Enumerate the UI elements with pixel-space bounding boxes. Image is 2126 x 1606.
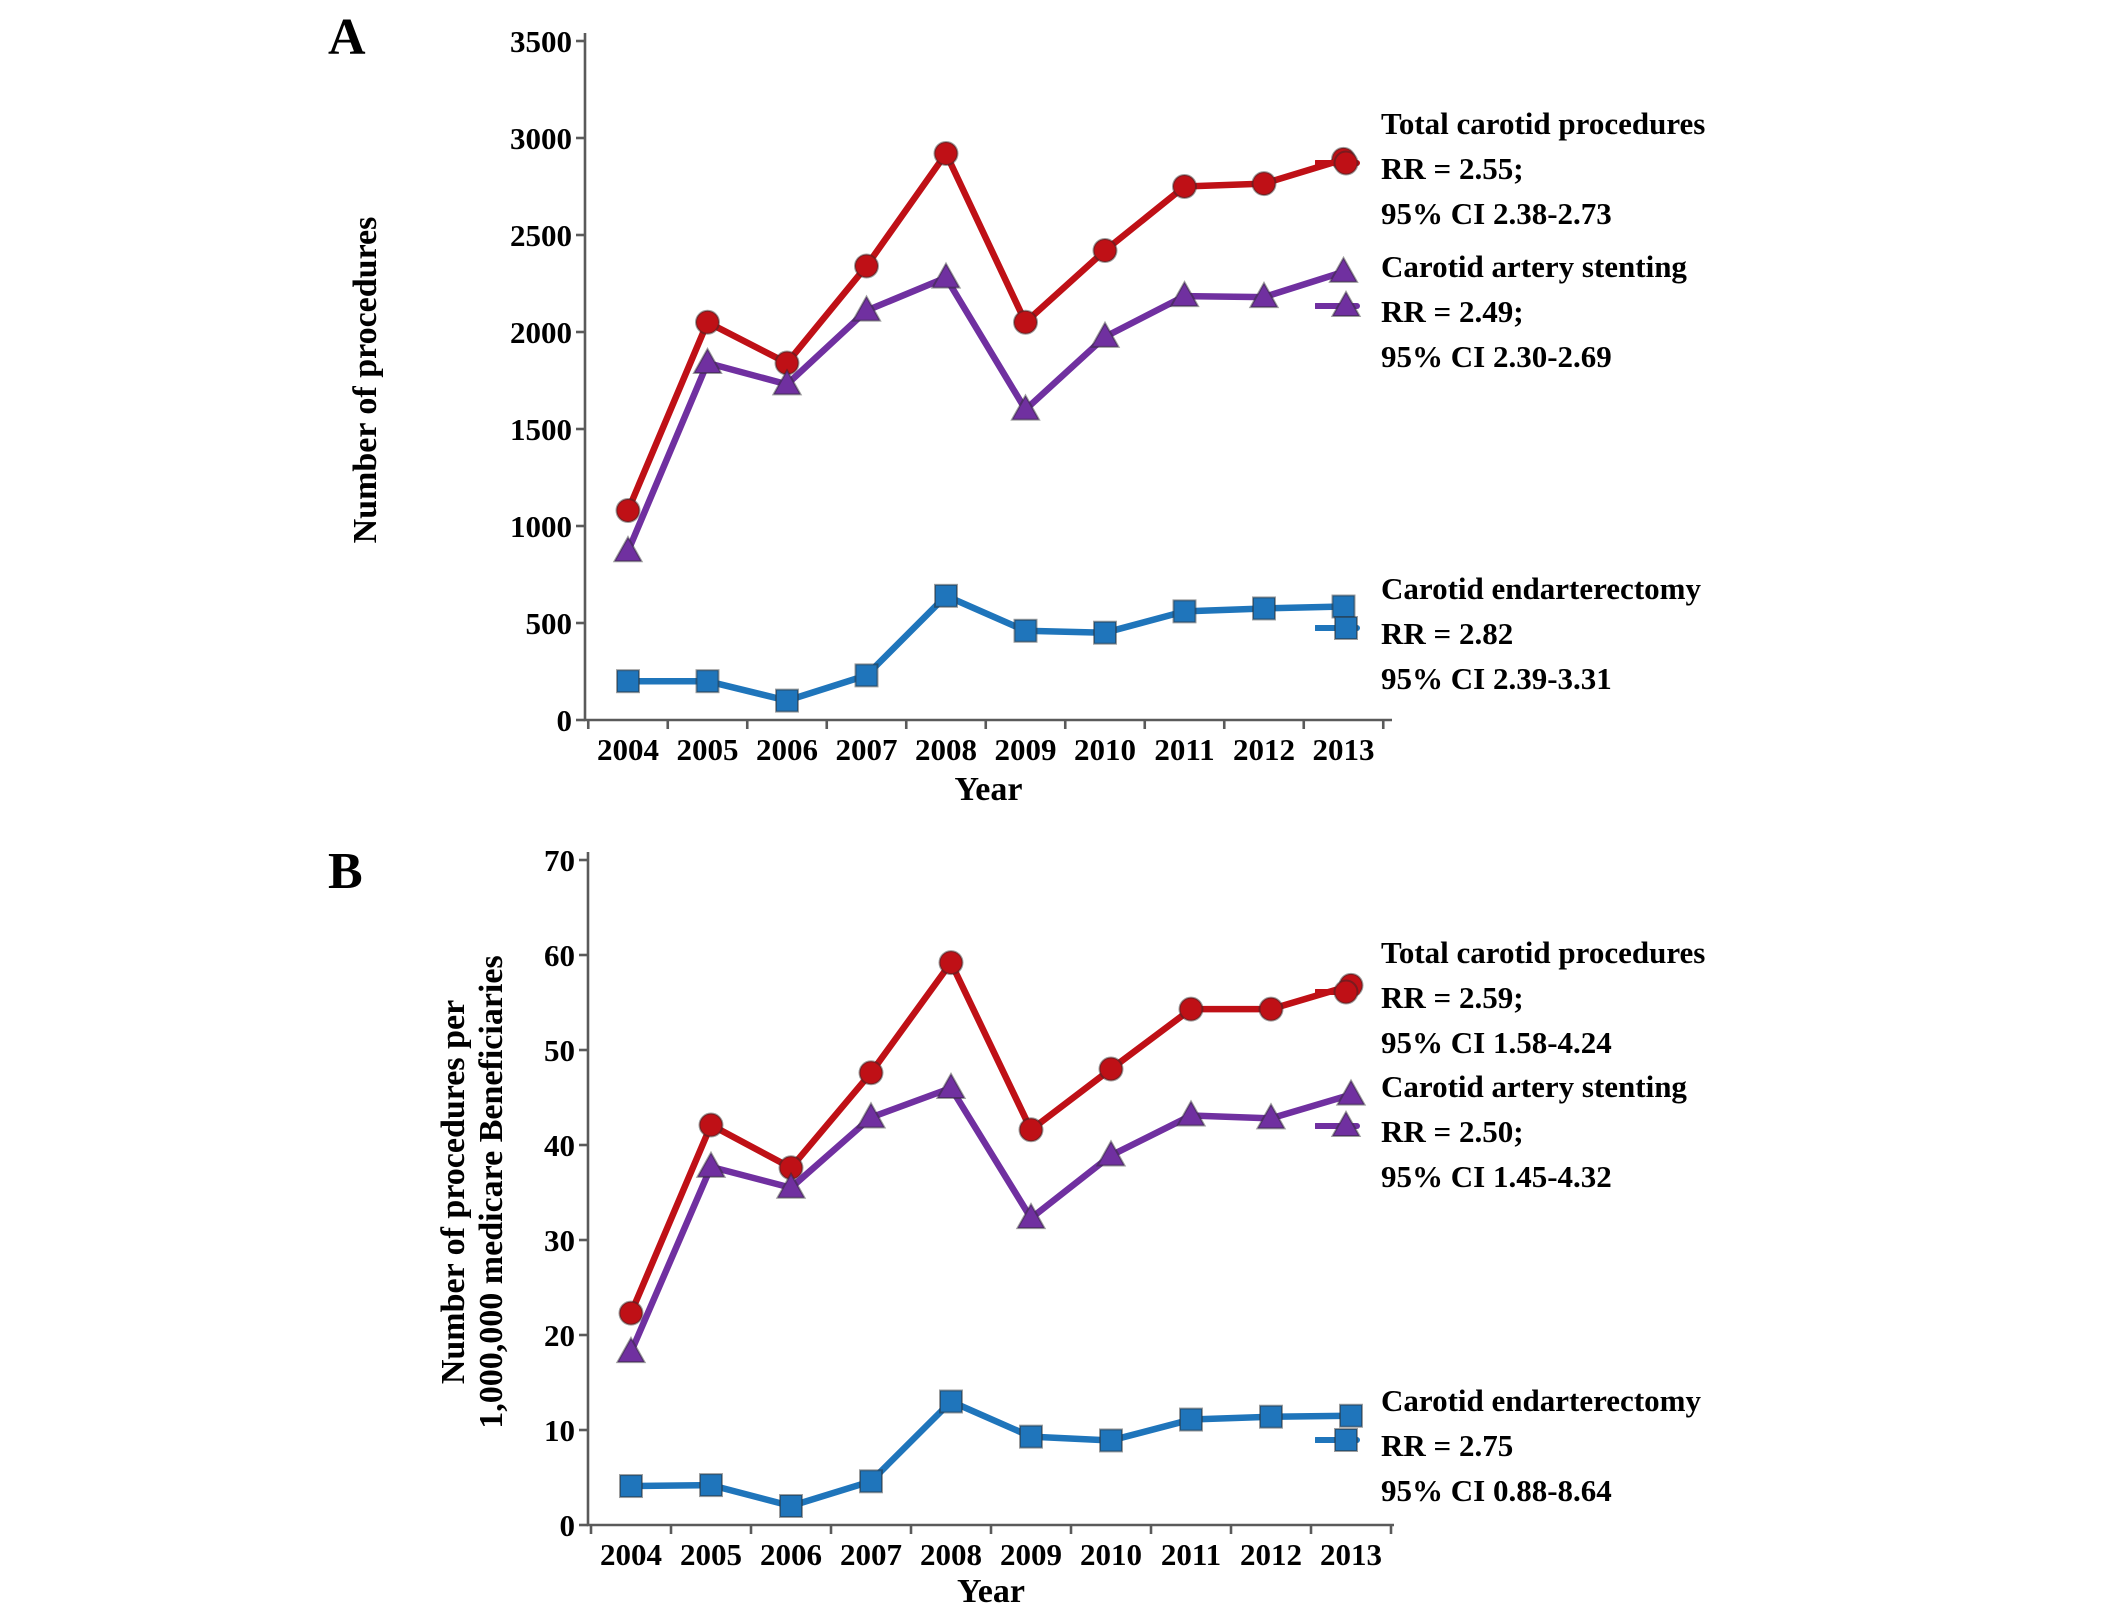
legend-rr-value: RR = 2.49;: [1381, 294, 1524, 329]
svg-text:2006: 2006: [756, 732, 818, 767]
panel-b-chart: [0, 818, 1420, 1606]
legend-marker-total-icon: [1315, 146, 1373, 180]
x-axis-title: Year: [957, 1573, 1025, 1606]
y-axis-title: Number of procedures: [347, 216, 384, 544]
panel-b-legend-stenting: [1381, 1064, 1687, 1199]
legend-rr-value: RR = 2.55;: [1381, 151, 1524, 186]
svg-text:3500: 3500: [510, 24, 572, 59]
svg-text:2005: 2005: [676, 732, 739, 767]
svg-text:3000: 3000: [510, 121, 572, 156]
legend-marker-cea-icon: [1315, 1423, 1373, 1457]
svg-text:1000: 1000: [510, 509, 572, 544]
legend-rr-value: RR = 2.50;: [1381, 1114, 1524, 1149]
svg-text:2008: 2008: [920, 1537, 982, 1572]
legend-rr-value: RR = 2.82: [1381, 616, 1514, 651]
panel-a-label: A: [328, 9, 366, 66]
legend-ci-value: 95% CI 2.39-3.31: [1381, 661, 1612, 696]
legend-marker-cas-icon: [1315, 1109, 1373, 1143]
legend-rr-value: RR = 2.75: [1381, 1428, 1514, 1463]
series-total-carotid-procedures: [617, 142, 1356, 522]
svg-text:2500: 2500: [510, 218, 572, 253]
panel-b-legend-endarterectomy: [1381, 1378, 1701, 1513]
svg-text:2011: 2011: [1160, 1537, 1222, 1572]
panel-a-chart: [0, 0, 1420, 816]
panel-a-legend-total: [1381, 101, 1705, 236]
legend-ci-value: 95% CI 1.45-4.32: [1381, 1159, 1612, 1194]
series-carotid-artery-stenting: [618, 1074, 1365, 1362]
svg-text:2004: 2004: [597, 732, 659, 767]
svg-text:2004: 2004: [600, 1537, 662, 1572]
svg-text:2013: 2013: [1320, 1537, 1382, 1572]
panel-b-label: B: [328, 843, 363, 900]
series-carotid-endarterectomy: [620, 1391, 1362, 1518]
legend-rr-value: RR = 2.59;: [1381, 980, 1524, 1015]
svg-text:2007: 2007: [840, 1537, 902, 1572]
svg-text:2009: 2009: [994, 732, 1057, 767]
svg-text:1500: 1500: [510, 412, 572, 447]
legend-ci-value: 95% CI 0.88-8.64: [1381, 1473, 1612, 1508]
legend-marker-cas-icon: [1315, 289, 1373, 323]
legend-ci-value: 95% CI 2.30-2.69: [1381, 339, 1612, 374]
svg-text:2009: 2009: [1000, 1537, 1062, 1572]
svg-text:2006: 2006: [760, 1537, 822, 1572]
svg-text:500: 500: [525, 606, 572, 641]
svg-text:30: 30: [544, 1223, 575, 1258]
svg-text:0: 0: [556, 703, 572, 738]
y-axis-title: Number of procedures per1,000,000 medicare Beneficiaries: [435, 955, 510, 1429]
panel-b-legend-total: [1381, 930, 1705, 1065]
svg-text:20: 20: [544, 1318, 575, 1353]
legend-ci-value: 95% CI 1.58-4.24: [1381, 1025, 1612, 1060]
series-carotid-endarterectomy: [617, 585, 1355, 712]
svg-text:0: 0: [559, 1508, 575, 1543]
svg-text:2008: 2008: [915, 732, 977, 767]
legend-series-name: Carotid endarterectomy: [1381, 571, 1701, 606]
svg-text:2005: 2005: [680, 1537, 742, 1572]
legend-marker-cea-icon: [1315, 611, 1373, 645]
svg-text:70: 70: [544, 843, 575, 878]
svg-text:50: 50: [544, 1033, 575, 1068]
legend-series-name: Carotid endarterectomy: [1381, 1383, 1701, 1418]
series-carotid-artery-stenting: [615, 258, 1358, 561]
svg-text:10: 10: [544, 1413, 575, 1448]
panel-a-legend-stenting: [1381, 244, 1687, 379]
legend-series-name: Total carotid procedures: [1381, 106, 1706, 141]
svg-text:2012: 2012: [1233, 732, 1295, 767]
svg-text:2012: 2012: [1240, 1537, 1302, 1572]
x-axis-title: Year: [954, 771, 1023, 808]
svg-text:2010: 2010: [1074, 732, 1136, 767]
legend-series-name: Carotid artery stenting: [1381, 1069, 1687, 1104]
legend-series-name: Total carotid procedures: [1381, 935, 1706, 970]
panel-a-legend-endarterectomy: [1381, 566, 1701, 701]
legend-ci-value: 95% CI 2.38-2.73: [1381, 196, 1612, 231]
svg-text:2011: 2011: [1154, 732, 1215, 767]
legend-series-name: Carotid artery stenting: [1381, 249, 1687, 284]
svg-text:2013: 2013: [1312, 732, 1375, 767]
svg-text:60: 60: [544, 938, 575, 973]
legend-marker-total-icon: [1315, 975, 1373, 1009]
svg-text:2000: 2000: [510, 315, 572, 350]
series-total-carotid-procedures: [620, 951, 1363, 1325]
svg-text:2007: 2007: [835, 732, 898, 767]
svg-text:2010: 2010: [1080, 1537, 1142, 1572]
svg-text:40: 40: [544, 1128, 575, 1163]
